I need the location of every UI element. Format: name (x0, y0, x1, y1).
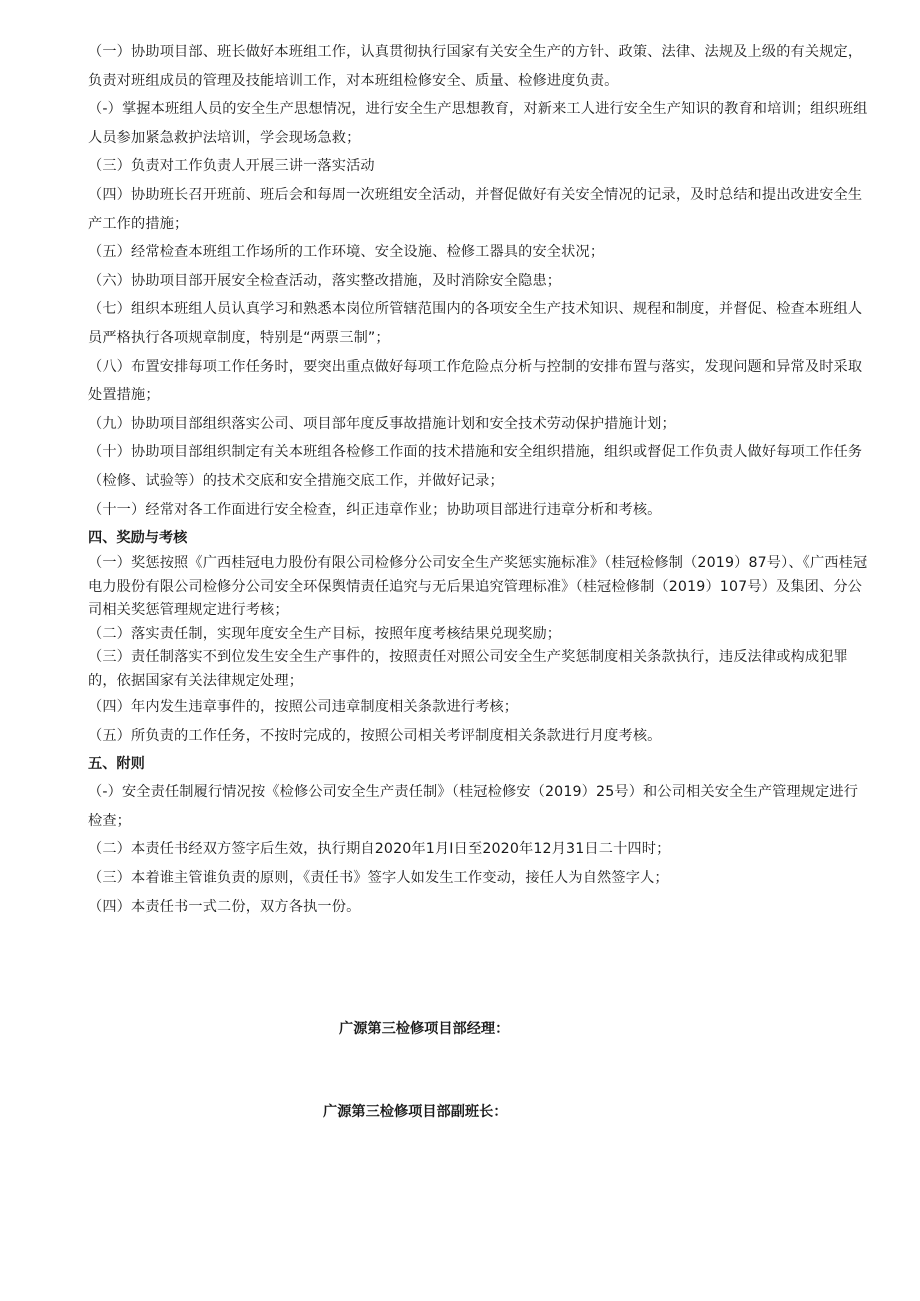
duty-item-6: （六）协助项目部开展安全检查活动，落实整改措施，及时消除安全隐患； (88, 272, 562, 289)
supplementary-item-4: （四）本责任书一式二份，双方各执一份。 (88, 898, 361, 915)
duty-item-8: （八）布置安排每项工作任务时，要突出重点做好每项工作危险点分析与控制的安排布置与落实，发现问题和异常及时采取处置措施； (88, 358, 863, 404)
document-body (88, 38, 868, 921)
reward-item-4: （四）年内发生违章事件的，按照公司违章制度相关条款进行考核； (88, 699, 519, 716)
section-heading-rewards: 四、奖励与考核 (88, 530, 188, 547)
duty-item-11: （十一）经常对各工作面进行安全检查，纠正违章作业；协助项目部进行违章分析和考核。 (88, 501, 662, 518)
reward-item-1: （一）奖惩按照《广西桂冠电力股份有限公司检修分公司安全生产奖惩实施标准》（桂冠检修制（2019）87号）、《广西桂冠电力股份有限公司检修分公司安全环保舆情责任追究与无后果追究管理标准》（桂冠检修制（2019）107号）及集团、分公司相关奖惩管理规定进行考核； (88, 555, 868, 619)
reward-item-5: （五）所负责的工作任务，不按时完成的，按照公司相关考评制度相关条款进行月度考核。 (88, 727, 662, 744)
supplementary-item-3: （三）本着谁主管谁负责的原则，《责任书》签字人如发生工作变动，接任人为自然签字人； (88, 870, 669, 887)
duty-item-5: （五）经常检查本班组工作场所的工作环境、安全设施、检修工器具的安全状况； (88, 244, 605, 261)
reward-item-3: （三）责任制落实不到位发生安全生产事件的，按照责任对照公司安全生产奖惩制度相关条款执行，违反法律或构成犯罪的，依据国家有关法律规定处理； (88, 649, 848, 689)
duty-item-2: （-）掌握本班组人员的安全生产思想情况，进行安全生产思想教育，对新来工人进行安全生产知识的教育和培训；组织班组人员参加紧急救护法培训，学会现场急救； (88, 101, 868, 146)
supplementary-item-1: （-）安全责任制履行情况按《检修公司安全生产责任制》（桂冠检修安（2019）25号）和公司相关安全生产管理规定进行检查； (88, 784, 859, 829)
duty-item-4: （四）协助班长召开班前、班后会和每周一次班组安全活动，并督促做好有关安全情况的记录，及时总结和提出改进安全生产工作的措施； (88, 186, 863, 232)
section-heading-supplementary: 五、附则 (88, 756, 145, 773)
section-supplementary (88, 750, 868, 921)
signature-deputy-label: 广源第三检修项目部副班长： (323, 1104, 508, 1120)
duty-item-10: （十）协助项目部组织制定有关本班组各检修工作面的技术措施和安全组织措施，组织或督促工作负责人做好每项工作任务（检修、试验等）的技术交底和安全措施交底工作，并做好记录； (88, 444, 863, 489)
section-duties (88, 38, 868, 524)
supplementary-item-2: （二）本责任书经双方签字后生效，执行期自2020年1月I日至2020年12月31日二十四时； (88, 841, 671, 858)
duty-item-7: （七）组织本班组人员认真学习和熟悉本岗位所管辖范围内的各项安全生产技术知识、规程和制度，并督促、检查本班组人员严格执行各项规章制度，特别是“两票三制”； (88, 301, 863, 346)
duty-item-1: （一）协助项目部、班长做好本班组工作，认真贯彻执行国家有关安全生产的方针、政策、法律、法规及上级的有关规定，负责对班组成员的管理及技能培训工作，对本班组检修安全、质量、检修进度负责。 (88, 44, 863, 89)
duty-item-9: （九）协助项目部组织落实公司、项目部年度反事故措施计划和安全技术劳动保护措施计划； (88, 415, 676, 432)
signature-manager-label: 广源第三检修项目部经理： (339, 1021, 510, 1037)
reward-item-2: （二）落实责任制，实现年度安全生产目标，按照年度考核结果兑现奖励； (88, 625, 562, 642)
duty-item-3: （三）负责对工作负责人开展三讲一落实活动 (88, 158, 375, 175)
section-rewards (88, 524, 868, 750)
